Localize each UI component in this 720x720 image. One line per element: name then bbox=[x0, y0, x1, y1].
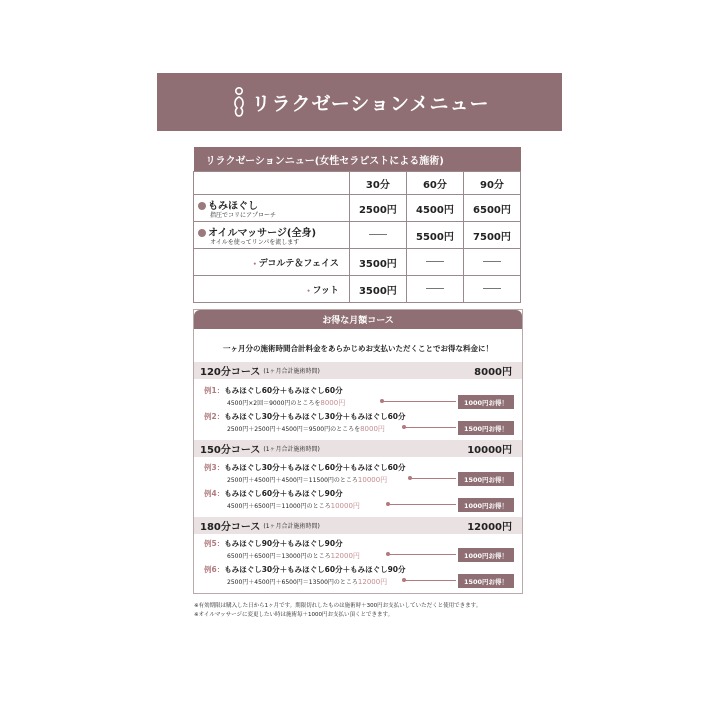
price-cell: 7500円 bbox=[463, 222, 520, 249]
example-plan: もみほぐし90分＋もみほぐし90分 bbox=[224, 539, 343, 548]
course-price: 12000円 bbox=[467, 522, 512, 533]
price-cell bbox=[406, 249, 463, 276]
example-price: 8000円 bbox=[320, 399, 346, 407]
price-cell bbox=[463, 276, 520, 303]
example-6 bbox=[204, 564, 514, 587]
course-intro: 一ヶ月分の施術時間合計料金をあらかじめお支払いただくことでお得な料金に！ bbox=[223, 344, 493, 353]
course-bar-120 bbox=[194, 362, 522, 379]
course-note: (1ヶ月合計施術時間) bbox=[263, 446, 320, 453]
page-banner bbox=[157, 73, 562, 131]
dash-mark bbox=[369, 234, 387, 235]
course-note: (1ヶ月合計施術時間) bbox=[263, 368, 320, 375]
dot-icon: • bbox=[306, 287, 311, 295]
dot-icon: • bbox=[252, 260, 257, 268]
example-calc: 6500円＋6500円＝13000円のところ bbox=[227, 553, 331, 560]
price-cell: 4500円 bbox=[406, 195, 463, 222]
savings-badge: 1000円お得！ bbox=[458, 498, 514, 512]
example-calc: 4500円＋6500円＝11000円のところ bbox=[227, 503, 331, 510]
dash-mark bbox=[483, 261, 501, 262]
example-plan: もみほぐし60分＋もみほぐし60分 bbox=[224, 386, 343, 395]
savings-badge: 1500円お得！ bbox=[458, 574, 514, 588]
example-calc: 4500円×2回＝9000円のところを bbox=[227, 400, 321, 407]
course-panel-title: お得な月額コース bbox=[194, 310, 522, 329]
table-row bbox=[194, 222, 521, 249]
price-cell bbox=[406, 276, 463, 303]
example-calc: 2500円＋2500円＋4500円＝9500円のところを bbox=[227, 426, 361, 433]
bullet-icon bbox=[198, 202, 206, 210]
item-desc: オイルを使ってリンパを流します bbox=[210, 238, 300, 246]
price-cell: 3500円 bbox=[349, 276, 406, 303]
example-plan: もみほぐし60分＋もみほぐし90分 bbox=[224, 489, 343, 498]
leader-line bbox=[404, 580, 456, 581]
example-plan: もみほぐし30分＋もみほぐし60分＋もみほぐし90分 bbox=[224, 565, 406, 574]
example-price: 10000円 bbox=[330, 502, 360, 510]
table-row bbox=[194, 249, 521, 276]
example-1 bbox=[204, 385, 514, 408]
table-title: リラクゼーションニュー(女性セラピストによる施術) bbox=[194, 147, 521, 172]
table-row bbox=[194, 195, 521, 222]
leader-line bbox=[388, 504, 456, 505]
course-price: 10000円 bbox=[467, 445, 512, 456]
example-5 bbox=[204, 538, 514, 561]
price-table bbox=[193, 147, 521, 303]
item-desc: 指圧でコリにアプローチ bbox=[210, 211, 277, 219]
example-label: 例1： bbox=[204, 386, 225, 395]
savings-badge: 1500円お得！ bbox=[458, 472, 514, 486]
bullet-icon bbox=[198, 229, 206, 237]
course-title: 120分コース bbox=[200, 367, 261, 378]
item-name: デコルテ＆フェイス bbox=[258, 258, 339, 269]
example-label: 例6： bbox=[204, 565, 225, 574]
price-cell: 2500円 bbox=[349, 195, 406, 222]
savings-badge: 1000円お得！ bbox=[458, 548, 514, 562]
leader-line bbox=[410, 478, 456, 479]
price-cell bbox=[349, 222, 406, 249]
savings-badge: 1500円お得！ bbox=[458, 421, 514, 435]
example-2 bbox=[204, 411, 514, 434]
example-plan: もみほぐし30分＋もみほぐし60分＋もみほぐし60分 bbox=[224, 463, 406, 472]
item-name: もみほぐし bbox=[208, 200, 258, 212]
dash-mark bbox=[426, 288, 444, 289]
item-name: フット bbox=[312, 285, 339, 296]
example-label: 例5： bbox=[204, 539, 225, 548]
example-4 bbox=[204, 488, 514, 511]
dash-mark bbox=[483, 288, 501, 289]
example-plan: もみほぐし30分＋もみほぐし30分＋もみほぐし60分 bbox=[224, 412, 406, 421]
price-cell bbox=[463, 249, 520, 276]
example-price: 12000円 bbox=[330, 552, 360, 560]
header-blank bbox=[194, 172, 350, 195]
price-cell: 5500円 bbox=[406, 222, 463, 249]
course-title: 180分コース bbox=[200, 522, 261, 533]
course-bar-180 bbox=[194, 517, 522, 534]
header-30: 30分 bbox=[349, 172, 406, 195]
page-title: リラクゼーションメニュー bbox=[251, 92, 490, 115]
leader-line bbox=[382, 401, 456, 402]
leader-line bbox=[404, 427, 456, 428]
course-bar-150 bbox=[194, 440, 522, 457]
header-90: 90分 bbox=[463, 172, 520, 195]
person-icon bbox=[230, 87, 248, 117]
savings-badge: 1000円お得！ bbox=[458, 395, 514, 409]
example-price: 12000円 bbox=[357, 578, 388, 586]
price-cell: 3500円 bbox=[349, 249, 406, 276]
example-calc: 2500円＋4500円＋6500円＝13500円のところ bbox=[227, 579, 358, 586]
course-title: 150分コース bbox=[200, 445, 261, 456]
example-label: 例3： bbox=[204, 463, 225, 472]
price-cell: 6500円 bbox=[463, 195, 520, 222]
item-name: オイルマッサージ(全身) bbox=[208, 227, 317, 239]
monthly-course-panel bbox=[193, 309, 523, 594]
table-row bbox=[194, 276, 521, 303]
dash-mark bbox=[426, 261, 444, 262]
example-label: 例2： bbox=[204, 412, 225, 421]
course-note: (1ヶ月合計施術時間) bbox=[263, 523, 320, 530]
example-price: 8000円 bbox=[360, 425, 385, 433]
footnote-oil: ※オイルマッサージに変更したい時は施術毎＋1000円お支払い頂くとできます。 bbox=[194, 612, 394, 618]
header-60: 60分 bbox=[406, 172, 463, 195]
example-3 bbox=[204, 462, 514, 485]
course-price: 8000円 bbox=[474, 367, 512, 378]
footnotes bbox=[194, 602, 534, 620]
example-label: 例4： bbox=[204, 489, 225, 498]
footnote-expiry: ※有効期限は購入した日から1ヶ月です。期限切れしたものは施術時＋300円お支払いしていただくと使用できます。 bbox=[194, 603, 482, 609]
example-calc: 2500円＋4500円＋4500円＝11500円のところ bbox=[227, 477, 358, 484]
example-price: 10000円 bbox=[357, 476, 388, 484]
leader-line bbox=[388, 554, 456, 555]
